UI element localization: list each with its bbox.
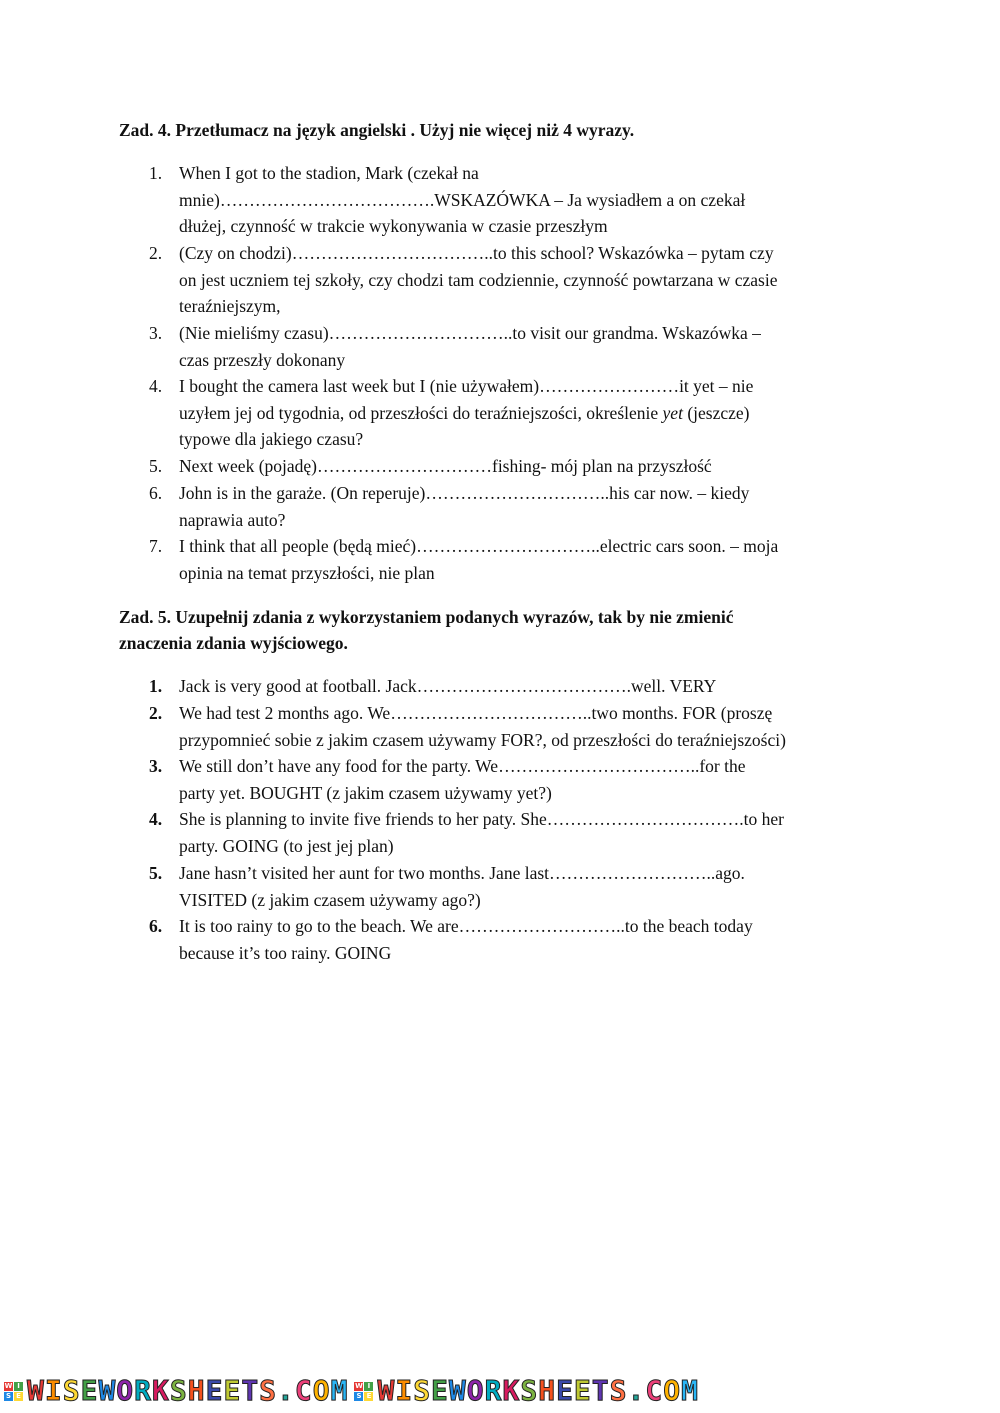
item-number: 1. <box>149 163 163 183</box>
zad5-item-5 <box>149 860 884 913</box>
watermark-letter: R <box>134 1374 153 1407</box>
watermark-letter: . <box>627 1374 646 1407</box>
item-line-start: uzyłem jej od tygodnia, od przeszłości do teraźniejszości, określenie <box>179 402 663 423</box>
watermark-letter: W <box>98 1374 117 1407</box>
item-line: naprawia auto? <box>179 509 286 530</box>
item-line: John is in the garaże. (On reperuje)…………………………..his car now. – kiedy <box>179 483 750 503</box>
item-line: When I got to the stadion, Mark (czekał na <box>179 163 479 183</box>
watermark-letter: R <box>484 1374 503 1407</box>
watermark-letter: H <box>187 1374 206 1407</box>
item-number: 3. <box>149 756 163 776</box>
zad4-item-7 <box>149 533 884 586</box>
item-line: (Nie mieliśmy czasu)…………………………..to visit our grandma. Wskazówka – <box>179 323 761 343</box>
watermark-letter: I <box>395 1374 414 1407</box>
item-line: Next week (pojadę)…………………………fishing- mój plan na przyszłość <box>179 456 712 476</box>
watermark-logo-icon <box>4 1382 23 1401</box>
zad4-item-1 <box>149 160 884 240</box>
item-line: because it’s too rainy. GOING <box>179 942 392 963</box>
item-line: We still don’t have any food for the party. We……………………………..for the <box>179 756 746 776</box>
item-line: It is too rainy to go to the beach. We are………………………..to the beach today <box>179 916 753 936</box>
item-line: opinia na temat przyszłości, nie plan <box>179 562 435 583</box>
watermark-letter: O <box>116 1374 135 1407</box>
watermark-letter: S <box>413 1374 432 1407</box>
italic-word: yet <box>662 402 683 423</box>
watermark-logo-tile: E <box>364 1392 373 1401</box>
item-number: 3. <box>149 323 163 343</box>
watermark-logo-tile: W <box>355 1381 363 1390</box>
item-line: on jest uczniem tej szkoły, czy chodzi tam codziennie, czynność powtarzana w czasie <box>179 269 778 290</box>
zad5-item-3 <box>149 753 884 806</box>
zad4-item-3 <box>149 320 884 373</box>
watermark-letter: M <box>681 1374 699 1407</box>
watermark-letter: M <box>330 1374 349 1407</box>
item-line: dłużej, czynność w trakcie wykonywania w czasie przeszłym <box>179 216 608 237</box>
item-line-end: (jeszcze) <box>682 402 750 423</box>
item-line: czas przeszły dokonany <box>179 349 346 370</box>
item-line: party yet. BOUGHT (z jakim czasem używamy yet?) <box>179 782 552 803</box>
watermark-letter: W <box>27 1374 45 1407</box>
zad5-item-1 <box>149 673 884 700</box>
zad5-heading-line2: znaczenia zdania wyjściowego. <box>119 633 348 653</box>
zad5-item-4 <box>149 806 884 859</box>
item-number: 7. <box>149 536 163 556</box>
watermark-letter: S <box>62 1374 81 1407</box>
item-number: 6. <box>149 916 163 936</box>
watermark <box>4 1374 348 1408</box>
watermark-letter: C <box>294 1374 313 1407</box>
watermark-letter: E <box>223 1374 242 1407</box>
item-line: teraźniejszym, <box>179 296 281 317</box>
watermark-letter: K <box>152 1374 170 1407</box>
zad4-item-4 <box>149 373 884 453</box>
watermark-letter: O <box>312 1374 331 1407</box>
watermark-letter: H <box>538 1374 557 1407</box>
item-line: VISITED (z jakim czasem używamy ago?) <box>179 889 481 910</box>
item-line: Jane hasn’t visited her aunt for two months. Jane last………………………..ago. <box>179 863 745 883</box>
zad5-heading <box>119 604 879 656</box>
watermark-logo-tile: W <box>4 1381 13 1390</box>
watermark-letter: T <box>241 1374 260 1407</box>
watermark-text <box>377 1374 698 1408</box>
zad5-heading-line1: Zad. 5. Uzupełnij zdania z wykorzystaniem podanych wyrazów, tak by nie zmienić <box>119 607 734 627</box>
item-number: 2. <box>149 243 163 263</box>
item-number: 5. <box>149 863 163 883</box>
item-number: 2. <box>149 703 163 723</box>
watermark-letter: W <box>377 1374 396 1407</box>
watermark-letter: W <box>448 1374 467 1407</box>
item-line <box>179 400 884 427</box>
watermark-letter: C <box>645 1374 664 1407</box>
watermark-letter: S <box>520 1374 539 1407</box>
item-line: (Czy on chodzi)……………………………..to this school? Wskazówka – pytam czy <box>179 243 774 263</box>
watermark-letter: T <box>591 1374 610 1407</box>
watermark-letter: E <box>205 1374 224 1407</box>
item-line: I bought the camera last week but I (nie używałem)……………………it yet – nie <box>179 376 754 396</box>
item-line: typowe dla jakiego czasu? <box>179 429 364 450</box>
item-number: 6. <box>149 483 163 503</box>
watermark-letter: K <box>502 1374 521 1407</box>
watermark-letter: E <box>556 1374 574 1407</box>
watermark-letter: O <box>466 1374 485 1407</box>
zad4-item-5 <box>149 453 884 480</box>
item-number: 4. <box>149 809 163 829</box>
watermark-letter: S <box>169 1374 188 1407</box>
zad4-heading: Zad. 4. Przetłumacz na język angielski . Użyj nie więcej niż 4 wyrazy. <box>119 120 635 140</box>
zad4-item-2 <box>149 240 884 320</box>
watermark-letter: E <box>431 1374 449 1407</box>
item-line: mnie)……………………………….WSKAZÓWKA – Ja wysiadłem a on czekał <box>179 189 746 210</box>
item-line: We had test 2 months ago. We……………………………..two months. FOR (proszę <box>179 703 773 723</box>
zad5-item-2 <box>149 700 884 753</box>
watermark-logo-icon <box>354 1382 373 1401</box>
item-number: 5. <box>149 456 163 476</box>
item-number: 4. <box>149 376 163 396</box>
watermark-footer <box>0 1372 1000 1410</box>
watermark-letter: . <box>277 1374 295 1407</box>
item-number: 1. <box>149 676 163 696</box>
watermark-letter: I <box>44 1374 63 1407</box>
watermark-text <box>27 1374 348 1408</box>
watermark-letter: O <box>663 1374 682 1407</box>
zad5-item-6 <box>149 913 884 966</box>
watermark-letter: S <box>259 1374 278 1407</box>
watermark-logo-tile: S <box>5 1391 12 1400</box>
watermark-letter: E <box>573 1374 592 1407</box>
watermark-logo-tile: I <box>14 1382 23 1391</box>
watermark-logo-tile: S <box>356 1391 362 1400</box>
item-line: She is planning to invite five friends to her paty. She…………………………….to her <box>179 809 784 829</box>
watermark <box>354 1374 698 1408</box>
item-line: party. GOING (to jest jej plan) <box>179 835 394 856</box>
item-line: I think that all people (będą mieć)…………………………..electric cars soon. – moja <box>179 536 779 556</box>
watermark-logo-tile: E <box>14 1392 23 1401</box>
watermark-letter: S <box>609 1374 628 1407</box>
watermark-letter: E <box>80 1374 99 1407</box>
zad4-item-6 <box>149 480 884 533</box>
item-line: przypomnieć sobie z jakim czasem używamy FOR?, od przeszłości do teraźniejszości) <box>179 729 786 750</box>
watermark-logo-tile: I <box>364 1382 373 1391</box>
item-line: Jack is very good at football. Jack……………………………….well. VERY <box>179 676 717 696</box>
